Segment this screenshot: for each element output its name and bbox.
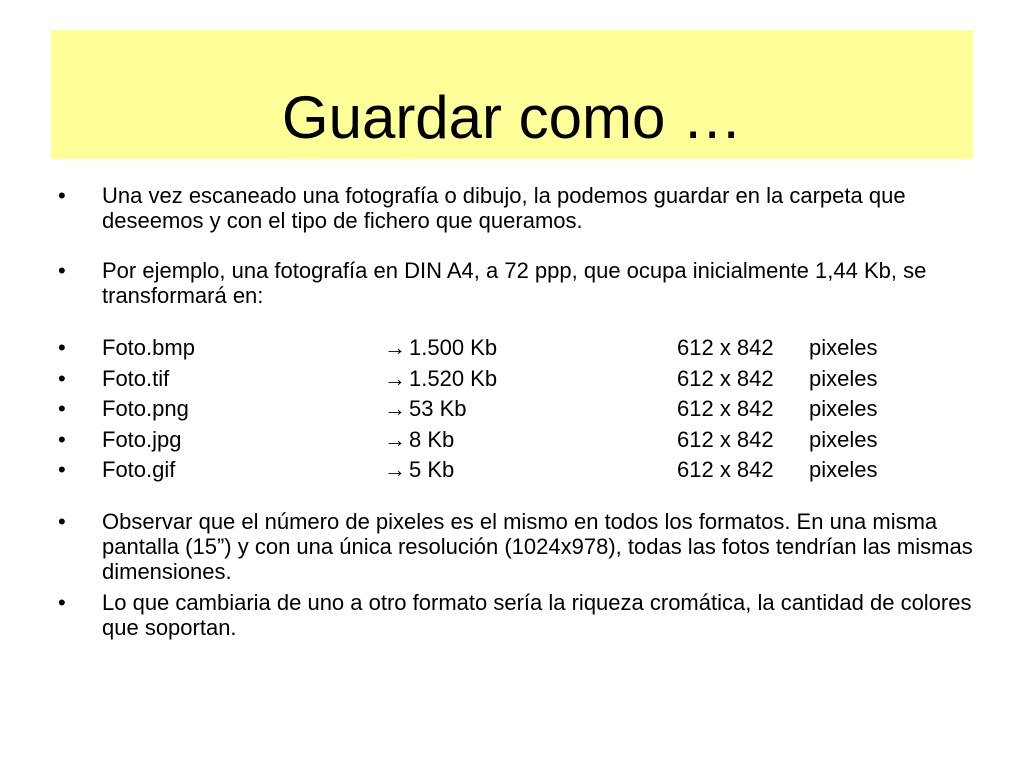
file-dimensions: 612 x 842 (677, 457, 774, 482)
file-name: • Foto.png (102, 396, 189, 421)
file-name: • Foto.tif (102, 365, 170, 391)
file-size: 53 Kb (409, 396, 467, 421)
file-unit: pixeles (809, 335, 878, 360)
file-dimensions: 612 x 842 (677, 396, 774, 421)
file-size: 1.500 Kb (409, 335, 498, 360)
file-row-gif (58, 455, 978, 486)
file-size: 8 Kb (409, 426, 455, 452)
file-name: • Foto.jpg (102, 426, 182, 452)
file-dimensions: 612 x 842 (677, 426, 774, 452)
file-unit: pixeles (809, 457, 878, 482)
file-dimensions: 612 x 842 (677, 335, 774, 360)
bullet-conclusion: • Lo que cambiaria de uno a otro formato sería la riqueza cromática, la cantidad de colores que soportan. (58, 590, 978, 640)
arrow-right-icon: → (384, 426, 406, 452)
arrow-right-icon: → (384, 365, 406, 391)
file-name: • Foto.gif (102, 457, 176, 482)
file-row-tif (58, 364, 978, 395)
bullet-list (58, 183, 978, 640)
arrow-right-icon: → (384, 396, 406, 421)
slide-title: Guardar como … (281, 84, 743, 151)
file-row-bmp (58, 333, 978, 364)
file-unit: pixeles (809, 426, 878, 452)
file-unit: pixeles (809, 365, 878, 391)
arrow-right-icon: → (384, 457, 406, 482)
file-row-jpg (58, 425, 978, 456)
title-banner (51, 30, 973, 159)
file-name: • Foto.bmp (102, 335, 195, 360)
bullet-example: • Por ejemplo, una fotografía en DIN A4, a 72 ppp, que ocupa inicialmente 1,44 Kb, se transformará en: (58, 258, 978, 308)
arrow-right-icon: → (384, 335, 406, 360)
file-dimensions: 612 x 842 (677, 365, 774, 391)
bullet-observation: • Observar que el número de pixeles es el mismo en todos los formatos. En una misma pantalla (15”) y con una única resolución (1024x978), todas las fotos tendrían las mismas dimensiones. (58, 509, 978, 584)
file-size: 1.520 Kb (409, 365, 498, 391)
file-size: 5 Kb (409, 457, 455, 482)
file-format-list (58, 333, 978, 486)
file-unit: pixeles (809, 396, 878, 421)
file-row-png (58, 394, 978, 425)
bullet-intro: • Una vez escaneado una fotografía o dibujo, la podemos guardar en la carpeta que deseemos y con el tipo de fichero que queramos. (58, 183, 978, 233)
